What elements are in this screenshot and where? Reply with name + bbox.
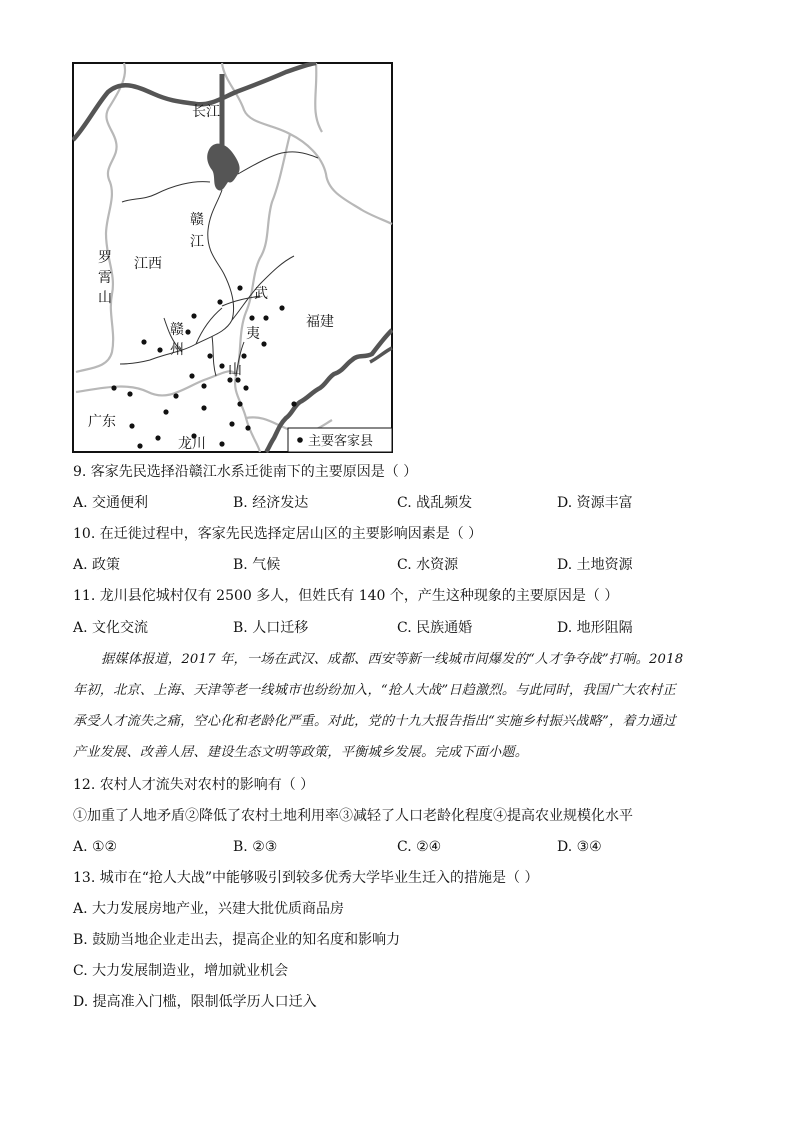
county-dot — [249, 315, 254, 320]
q12-option-a[interactable]: A. ①② — [73, 839, 118, 855]
label-fujian: 福建 — [306, 314, 334, 330]
q10-option-c[interactable]: C. 水资源 — [397, 557, 459, 573]
county-dot — [217, 299, 222, 304]
label-luoxiao-2: 霄 — [98, 270, 112, 286]
county-dot — [235, 377, 240, 382]
question-10-stem: 10. 在迁徙过程中，客家先民选择定居山区的主要影响因素是（ ） — [73, 526, 483, 542]
q11-option-c[interactable]: C. 民族通婚 — [397, 620, 473, 636]
county-dot — [263, 315, 268, 320]
county-dot — [185, 329, 190, 334]
county-dot — [189, 373, 194, 378]
county-dot — [111, 385, 116, 390]
label-wuyi-2: 夷 — [246, 326, 260, 342]
q11-option-d[interactable]: D. 地形阻隔 — [557, 620, 633, 636]
hakka-migration-map — [72, 62, 393, 453]
county-dot — [141, 339, 146, 344]
label-luoxiao-1: 罗 — [98, 250, 112, 266]
map-frame — [73, 63, 392, 452]
county-dot — [127, 391, 132, 396]
county-dot — [201, 383, 206, 388]
label-wuyi-3: 山 — [228, 362, 242, 378]
map-legend — [288, 428, 392, 452]
q11-option-a[interactable]: A. 文化交流 — [73, 620, 149, 636]
label-luoxiao-3: 山 — [98, 290, 112, 306]
q9-option-b[interactable]: B. 经济发达 — [233, 495, 309, 511]
county-dot — [279, 305, 284, 310]
q12-option-c[interactable]: C. ②④ — [397, 839, 442, 855]
q10-option-a[interactable]: A. 政策 — [73, 557, 121, 573]
label-jiangxi: 江西 — [134, 256, 162, 272]
question-12-statements: ①加重了人地矛盾②降低了农村土地利用率③减轻了人口老龄化程度④提高农业规模化水平 — [73, 808, 633, 824]
q13-option-b[interactable]: B. 鼓励当地企业走出去，提高企业的知名度和影响力 — [73, 932, 401, 948]
county-dot — [191, 313, 196, 318]
question-9-stem: 9. 客家先民选择沿赣江水系迁徙南下的主要原因是（ ） — [73, 464, 418, 480]
county-dot — [157, 347, 162, 352]
passage-line-4: 产业发展、改善人居、建设生态文明等政策，平衡城乡发展。完成下面小题。 — [73, 745, 529, 760]
county-dot — [243, 385, 248, 390]
county-dot — [173, 393, 178, 398]
passage-line-3: 承受人才流失之痛，空心化和老龄化严重。对此，党的十九大报告指出“实施乡村振兴战略”，着力通过 — [73, 714, 676, 729]
label-changjiang: 长江 — [192, 104, 220, 120]
map-svg — [72, 62, 393, 453]
county-dot — [137, 443, 142, 448]
q9-option-c[interactable]: C. 战乱频发 — [397, 495, 473, 511]
county-dot — [237, 401, 242, 406]
county-dot — [245, 425, 250, 430]
passage-line-2: 年初，北京、上海、天津等老一线城市也纷纷加入，“抢人大战”日趋激烈。与此同时，我国广大农村正 — [73, 683, 676, 698]
q9-option-a[interactable]: A. 交通便利 — [73, 495, 149, 511]
county-dot — [207, 353, 212, 358]
question-11-stem: 11. 龙川县佗城村仅有 2500 多人，但姓氏有 140 个，产生这种现象的主要原因是（ ） — [73, 588, 619, 604]
label-ganjiang-1: 赣 — [190, 212, 204, 228]
county-dot — [201, 405, 206, 410]
label-ganjiang-2: 江 — [190, 234, 204, 250]
label-ganzhou-2: 州 — [170, 342, 184, 358]
label-ganzhou-1: 赣 — [170, 322, 184, 338]
q13-option-d[interactable]: D. 提高准入门槛，限制低学历人口迁入 — [73, 994, 317, 1010]
q10-option-b[interactable]: B. 气候 — [233, 557, 281, 573]
passage-line-1: 据媒体报道，2017 年，一场在武汉、成都、西安等新一线城市间爆发的“人才争夺战”打响。2018 — [101, 652, 684, 667]
legend-label: 主要客家县 — [308, 434, 374, 449]
q12-option-d[interactable]: D. ③④ — [557, 839, 602, 855]
label-guangdong: 广东 — [88, 414, 116, 430]
county-dot — [227, 377, 232, 382]
legend-dot — [297, 437, 303, 443]
label-longchuan: 龙川 — [178, 436, 206, 452]
q11-option-b[interactable]: B. 人口迁移 — [233, 620, 309, 636]
county-dot — [155, 435, 160, 440]
q13-option-a[interactable]: A. 大力发展房地产业，兴建大批优质商品房 — [73, 901, 345, 917]
county-dot — [237, 285, 242, 290]
q12-option-b[interactable]: B. ②③ — [233, 839, 278, 855]
county-dot — [291, 401, 296, 406]
question-13-stem: 13. 城市在“抢人大战”中能够吸引到较多优秀大学毕业生迁入的措施是（ ） — [73, 870, 539, 886]
county-dot — [241, 353, 246, 358]
county-dot — [219, 363, 224, 368]
county-dot — [129, 423, 134, 428]
county-dot — [261, 341, 266, 346]
county-dot — [219, 441, 224, 446]
question-12-stem: 12. 农村人才流失对农村的影响有（ ） — [73, 777, 315, 793]
q9-option-d[interactable]: D. 资源丰富 — [557, 495, 633, 511]
q13-option-c[interactable]: C. 大力发展制造业，增加就业机会 — [73, 963, 289, 979]
label-wuyi-1: 武 — [254, 286, 268, 302]
county-dot — [229, 421, 234, 426]
q10-option-d[interactable]: D. 土地资源 — [557, 557, 633, 573]
county-dot — [163, 409, 168, 414]
